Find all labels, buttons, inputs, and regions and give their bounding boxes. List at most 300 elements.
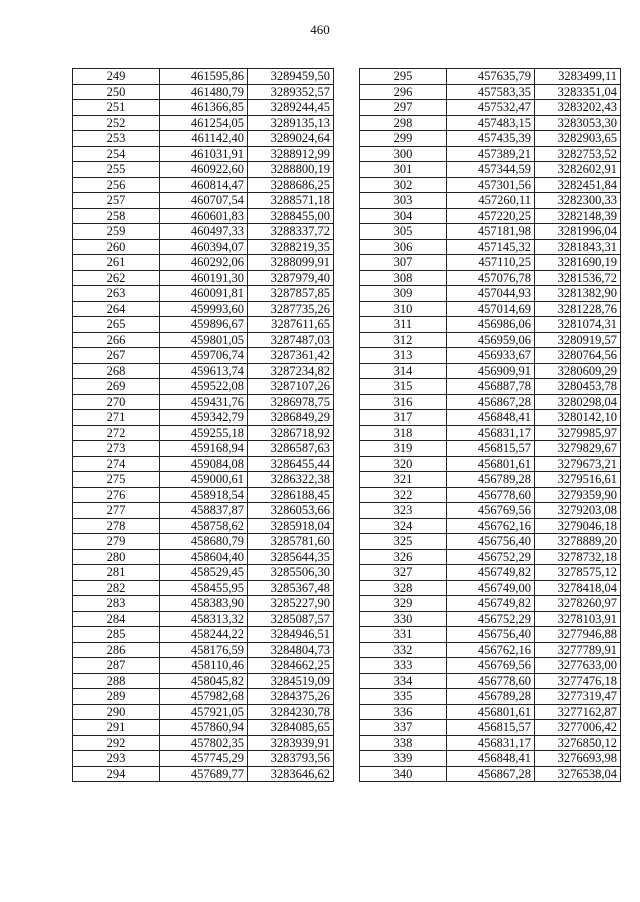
x-coordinate-cell: 457344,59 — [447, 162, 535, 178]
table-row — [360, 673, 621, 689]
table-row — [73, 115, 334, 131]
page-number: 460 — [310, 22, 330, 37]
x-coordinate-cell: 457745,29 — [160, 751, 248, 767]
x-coordinate-cell: 456762,16 — [447, 642, 535, 658]
point-number-cell: 273 — [73, 441, 160, 457]
point-number-cell: 284 — [73, 611, 160, 627]
y-coordinate-cell: 3280764,56 — [535, 348, 621, 364]
x-coordinate-cell: 460922,60 — [160, 162, 248, 178]
x-coordinate-cell: 460497,33 — [160, 224, 248, 240]
point-number-cell: 264 — [73, 301, 160, 317]
x-coordinate-cell: 456789,28 — [447, 472, 535, 488]
y-coordinate-cell: 3278103,91 — [535, 611, 621, 627]
y-coordinate-cell: 3277476,18 — [535, 673, 621, 689]
x-coordinate-cell: 458244,22 — [160, 627, 248, 643]
point-number-cell: 262 — [73, 270, 160, 286]
y-coordinate-cell: 3283646,62 — [248, 766, 334, 782]
x-coordinate-cell: 460191,30 — [160, 270, 248, 286]
table-row — [360, 472, 621, 488]
x-coordinate-cell: 459255,18 — [160, 425, 248, 441]
table-row — [360, 425, 621, 441]
point-number-cell: 299 — [360, 131, 447, 147]
table-row — [360, 580, 621, 596]
table-row — [73, 534, 334, 550]
x-coordinate-cell: 456778,60 — [447, 673, 535, 689]
table-row — [73, 456, 334, 472]
y-coordinate-cell: 3283351,04 — [535, 84, 621, 100]
x-coordinate-cell: 460394,07 — [160, 239, 248, 255]
table-row — [73, 270, 334, 286]
table-row — [73, 379, 334, 395]
point-number-cell: 317 — [360, 410, 447, 426]
x-coordinate-cell: 459993,60 — [160, 301, 248, 317]
table-row — [73, 239, 334, 255]
x-coordinate-cell: 459522,08 — [160, 379, 248, 395]
table-row — [73, 224, 334, 240]
table-row — [360, 735, 621, 751]
y-coordinate-cell: 3288219,35 — [248, 239, 334, 255]
point-number-cell: 252 — [73, 115, 160, 131]
x-coordinate-cell: 457802,35 — [160, 735, 248, 751]
x-coordinate-cell: 457921,05 — [160, 704, 248, 720]
y-coordinate-cell: 3286587,63 — [248, 441, 334, 457]
table-row — [73, 317, 334, 333]
x-coordinate-cell: 457635,79 — [447, 69, 535, 85]
table-row — [73, 689, 334, 705]
y-coordinate-cell: 3277162,87 — [535, 704, 621, 720]
point-number-cell: 255 — [73, 162, 160, 178]
table-row — [360, 363, 621, 379]
table-row — [360, 456, 621, 472]
y-coordinate-cell: 3277006,42 — [535, 720, 621, 736]
point-number-cell: 297 — [360, 100, 447, 116]
table-row — [73, 596, 334, 612]
x-coordinate-cell: 456752,29 — [447, 611, 535, 627]
point-number-cell: 254 — [73, 146, 160, 162]
x-coordinate-cell: 457435,39 — [447, 131, 535, 147]
table-row — [360, 596, 621, 612]
x-coordinate-cell: 457145,32 — [447, 239, 535, 255]
y-coordinate-cell: 3282753,52 — [535, 146, 621, 162]
table-row — [360, 410, 621, 426]
x-coordinate-cell: 458758,62 — [160, 518, 248, 534]
x-coordinate-cell: 457220,25 — [447, 208, 535, 224]
y-coordinate-cell: 3288571,18 — [248, 193, 334, 209]
x-coordinate-cell: 456789,28 — [447, 689, 535, 705]
table-row — [73, 549, 334, 565]
x-coordinate-cell: 456749,00 — [447, 580, 535, 596]
table-row — [73, 193, 334, 209]
table-row — [360, 208, 621, 224]
y-coordinate-cell: 3285087,57 — [248, 611, 334, 627]
table-row — [73, 177, 334, 193]
point-number-cell: 287 — [73, 658, 160, 674]
point-number-cell: 310 — [360, 301, 447, 317]
y-coordinate-cell: 3279359,90 — [535, 487, 621, 503]
point-number-cell: 263 — [73, 286, 160, 302]
x-coordinate-cell: 461254,05 — [160, 115, 248, 131]
point-number-cell: 269 — [73, 379, 160, 395]
point-number-cell: 309 — [360, 286, 447, 302]
x-coordinate-cell: 457181,98 — [447, 224, 535, 240]
y-coordinate-cell: 3281228,76 — [535, 301, 621, 317]
x-coordinate-cell: 459168,94 — [160, 441, 248, 457]
y-coordinate-cell: 3284085,65 — [248, 720, 334, 736]
table-row — [360, 720, 621, 736]
table-row — [360, 224, 621, 240]
y-coordinate-cell: 3288455,00 — [248, 208, 334, 224]
table-row — [73, 472, 334, 488]
point-number-cell: 300 — [360, 146, 447, 162]
point-number-cell: 328 — [360, 580, 447, 596]
point-number-cell: 302 — [360, 177, 447, 193]
x-coordinate-cell: 456933,67 — [447, 348, 535, 364]
point-number-cell: 327 — [360, 565, 447, 581]
point-number-cell: 336 — [360, 704, 447, 720]
x-coordinate-cell: 458918,54 — [160, 487, 248, 503]
y-coordinate-cell: 3285227,90 — [248, 596, 334, 612]
point-number-cell: 251 — [73, 100, 160, 116]
point-number-cell: 265 — [73, 317, 160, 333]
y-coordinate-cell: 3277319,47 — [535, 689, 621, 705]
table-row — [360, 766, 621, 782]
y-coordinate-cell: 3282903,65 — [535, 131, 621, 147]
x-coordinate-cell: 457532,47 — [447, 100, 535, 116]
point-number-cell: 333 — [360, 658, 447, 674]
y-coordinate-cell: 3278575,12 — [535, 565, 621, 581]
point-number-cell: 308 — [360, 270, 447, 286]
point-number-cell: 324 — [360, 518, 447, 534]
y-coordinate-cell: 3287857,85 — [248, 286, 334, 302]
x-coordinate-cell: 458176,59 — [160, 642, 248, 658]
table-row — [360, 286, 621, 302]
y-coordinate-cell: 3281690,19 — [535, 255, 621, 271]
table-row — [360, 394, 621, 410]
table-row — [360, 146, 621, 162]
y-coordinate-cell: 3286053,66 — [248, 503, 334, 519]
table-row — [73, 642, 334, 658]
y-coordinate-cell: 3285918,04 — [248, 518, 334, 534]
table-row — [360, 131, 621, 147]
y-coordinate-cell: 3276693,98 — [535, 751, 621, 767]
x-coordinate-cell: 457583,35 — [447, 84, 535, 100]
y-coordinate-cell: 3279673,21 — [535, 456, 621, 472]
point-number-cell: 296 — [360, 84, 447, 100]
table-row — [73, 518, 334, 534]
table-row — [73, 131, 334, 147]
table-row — [360, 487, 621, 503]
x-coordinate-cell: 459342,79 — [160, 410, 248, 426]
x-coordinate-cell: 457301,56 — [447, 177, 535, 193]
point-number-cell: 275 — [73, 472, 160, 488]
x-coordinate-cell: 456749,82 — [447, 596, 535, 612]
y-coordinate-cell: 3278260,97 — [535, 596, 621, 612]
table-row — [360, 642, 621, 658]
table-row — [73, 332, 334, 348]
x-coordinate-cell: 456749,82 — [447, 565, 535, 581]
x-coordinate-cell: 461142,40 — [160, 131, 248, 147]
table-row — [73, 286, 334, 302]
y-coordinate-cell: 3278889,20 — [535, 534, 621, 550]
y-coordinate-cell: 3288337,72 — [248, 224, 334, 240]
y-coordinate-cell: 3280453,78 — [535, 379, 621, 395]
table-row — [360, 751, 621, 767]
point-number-cell: 303 — [360, 193, 447, 209]
y-coordinate-cell: 3283053,30 — [535, 115, 621, 131]
x-coordinate-cell: 456959,06 — [447, 332, 535, 348]
point-number-cell: 298 — [360, 115, 447, 131]
y-coordinate-cell: 3284230,78 — [248, 704, 334, 720]
point-number-cell: 253 — [73, 131, 160, 147]
table-row — [73, 425, 334, 441]
y-coordinate-cell: 3284662,25 — [248, 658, 334, 674]
table-row — [360, 84, 621, 100]
y-coordinate-cell: 3286718,92 — [248, 425, 334, 441]
table-row — [360, 69, 621, 85]
point-number-cell: 323 — [360, 503, 447, 519]
y-coordinate-cell: 3281382,90 — [535, 286, 621, 302]
y-coordinate-cell: 3281843,31 — [535, 239, 621, 255]
point-number-cell: 282 — [73, 580, 160, 596]
y-coordinate-cell: 3289135,13 — [248, 115, 334, 131]
y-coordinate-cell: 3282602,91 — [535, 162, 621, 178]
y-coordinate-cell: 3280298,04 — [535, 394, 621, 410]
y-coordinate-cell: 3288099,91 — [248, 255, 334, 271]
x-coordinate-cell: 461480,79 — [160, 84, 248, 100]
table-row — [73, 720, 334, 736]
y-coordinate-cell: 3289459,50 — [248, 69, 334, 85]
y-coordinate-cell: 3281074,31 — [535, 317, 621, 333]
x-coordinate-cell: 456867,28 — [447, 394, 535, 410]
x-coordinate-cell: 458313,32 — [160, 611, 248, 627]
y-coordinate-cell: 3289352,57 — [248, 84, 334, 100]
x-coordinate-cell: 457076,78 — [447, 270, 535, 286]
y-coordinate-cell: 3288686,25 — [248, 177, 334, 193]
table-row — [360, 549, 621, 565]
y-coordinate-cell: 3285506,30 — [248, 565, 334, 581]
x-coordinate-cell: 456815,57 — [447, 720, 535, 736]
y-coordinate-cell: 3283793,56 — [248, 751, 334, 767]
x-coordinate-cell: 458604,40 — [160, 549, 248, 565]
point-number-cell: 272 — [73, 425, 160, 441]
x-coordinate-cell: 458529,45 — [160, 565, 248, 581]
point-number-cell: 266 — [73, 332, 160, 348]
y-coordinate-cell: 3282300,33 — [535, 193, 621, 209]
x-coordinate-cell: 459896,67 — [160, 317, 248, 333]
x-coordinate-cell: 458837,87 — [160, 503, 248, 519]
y-coordinate-cell: 3287611,65 — [248, 317, 334, 333]
table-row — [73, 673, 334, 689]
x-coordinate-cell: 456756,40 — [447, 534, 535, 550]
y-coordinate-cell: 3285367,48 — [248, 580, 334, 596]
table-row — [360, 348, 621, 364]
table-body — [73, 69, 334, 782]
table-row — [360, 301, 621, 317]
y-coordinate-cell: 3282451,84 — [535, 177, 621, 193]
y-coordinate-cell: 3281536,72 — [535, 270, 621, 286]
y-coordinate-cell: 3283499,11 — [535, 69, 621, 85]
y-coordinate-cell: 3278732,18 — [535, 549, 621, 565]
point-number-cell: 314 — [360, 363, 447, 379]
point-number-cell: 340 — [360, 766, 447, 782]
x-coordinate-cell: 461366,85 — [160, 100, 248, 116]
y-coordinate-cell: 3286849,29 — [248, 410, 334, 426]
x-coordinate-cell: 456801,61 — [447, 704, 535, 720]
x-coordinate-cell: 456756,40 — [447, 627, 535, 643]
table-row — [73, 363, 334, 379]
table-row — [360, 704, 621, 720]
x-coordinate-cell: 456909,91 — [447, 363, 535, 379]
y-coordinate-cell: 3277633,00 — [535, 658, 621, 674]
table-body — [360, 69, 621, 782]
table-row — [73, 394, 334, 410]
point-number-cell: 261 — [73, 255, 160, 271]
point-number-cell: 249 — [73, 69, 160, 85]
point-number-cell: 258 — [73, 208, 160, 224]
point-number-cell: 270 — [73, 394, 160, 410]
x-coordinate-cell: 460707,54 — [160, 193, 248, 209]
table-row — [73, 658, 334, 674]
y-coordinate-cell: 3286188,45 — [248, 487, 334, 503]
x-coordinate-cell: 456769,56 — [447, 658, 535, 674]
point-number-cell: 277 — [73, 503, 160, 519]
point-number-cell: 279 — [73, 534, 160, 550]
x-coordinate-cell: 460601,83 — [160, 208, 248, 224]
y-coordinate-cell: 3286455,44 — [248, 456, 334, 472]
table-row — [73, 100, 334, 116]
table-row — [73, 162, 334, 178]
x-coordinate-cell: 458383,90 — [160, 596, 248, 612]
point-number-cell: 268 — [73, 363, 160, 379]
table-row — [73, 441, 334, 457]
x-coordinate-cell: 456801,61 — [447, 456, 535, 472]
table-row — [360, 565, 621, 581]
point-number-cell: 316 — [360, 394, 447, 410]
y-coordinate-cell: 3280609,29 — [535, 363, 621, 379]
y-coordinate-cell: 3281996,04 — [535, 224, 621, 240]
point-number-cell: 318 — [360, 425, 447, 441]
y-coordinate-cell: 3286978,75 — [248, 394, 334, 410]
table-row — [73, 410, 334, 426]
point-number-cell: 274 — [73, 456, 160, 472]
y-coordinate-cell: 3287735,26 — [248, 301, 334, 317]
y-coordinate-cell: 3287979,40 — [248, 270, 334, 286]
y-coordinate-cell: 3289244,45 — [248, 100, 334, 116]
table-row — [360, 177, 621, 193]
table-row — [73, 611, 334, 627]
point-number-cell: 307 — [360, 255, 447, 271]
y-coordinate-cell: 3277946,88 — [535, 627, 621, 643]
y-coordinate-cell: 3276850,12 — [535, 735, 621, 751]
x-coordinate-cell: 457044,93 — [447, 286, 535, 302]
table-row — [73, 146, 334, 162]
table-row — [73, 348, 334, 364]
x-coordinate-cell: 460091,81 — [160, 286, 248, 302]
table-row — [360, 518, 621, 534]
table-row — [360, 115, 621, 131]
x-coordinate-cell: 458045,82 — [160, 673, 248, 689]
point-number-cell: 305 — [360, 224, 447, 240]
table-row — [360, 503, 621, 519]
point-number-cell: 306 — [360, 239, 447, 255]
table-row — [360, 379, 621, 395]
point-number-cell: 289 — [73, 689, 160, 705]
table-row — [73, 255, 334, 271]
y-coordinate-cell: 3277789,91 — [535, 642, 621, 658]
table-row — [360, 270, 621, 286]
point-number-cell: 257 — [73, 193, 160, 209]
point-number-cell: 326 — [360, 549, 447, 565]
point-number-cell: 322 — [360, 487, 447, 503]
y-coordinate-cell: 3287487,03 — [248, 332, 334, 348]
x-coordinate-cell: 460292,06 — [160, 255, 248, 271]
table-row — [73, 208, 334, 224]
table-row — [360, 332, 621, 348]
y-coordinate-cell: 3278418,04 — [535, 580, 621, 596]
point-number-cell: 288 — [73, 673, 160, 689]
table-row — [360, 317, 621, 333]
x-coordinate-cell: 457110,25 — [447, 255, 535, 271]
x-coordinate-cell: 456752,29 — [447, 549, 535, 565]
table-row — [360, 239, 621, 255]
table-row — [360, 162, 621, 178]
point-number-cell: 338 — [360, 735, 447, 751]
y-coordinate-cell: 3285644,35 — [248, 549, 334, 565]
point-number-cell: 291 — [73, 720, 160, 736]
point-number-cell: 335 — [360, 689, 447, 705]
table-row — [360, 627, 621, 643]
point-number-cell: 260 — [73, 239, 160, 255]
x-coordinate-cell: 456986,06 — [447, 317, 535, 333]
table-row — [360, 689, 621, 705]
x-coordinate-cell: 456848,41 — [447, 410, 535, 426]
point-number-cell: 256 — [73, 177, 160, 193]
point-number-cell: 283 — [73, 596, 160, 612]
table-row — [73, 766, 334, 782]
table-row — [360, 534, 621, 550]
x-coordinate-cell: 456769,56 — [447, 503, 535, 519]
point-number-cell: 278 — [73, 518, 160, 534]
x-coordinate-cell: 456762,16 — [447, 518, 535, 534]
point-number-cell: 331 — [360, 627, 447, 643]
y-coordinate-cell: 3284804,73 — [248, 642, 334, 658]
point-number-cell: 339 — [360, 751, 447, 767]
table-row — [360, 611, 621, 627]
x-coordinate-cell: 459431,76 — [160, 394, 248, 410]
table-row — [360, 441, 621, 457]
y-coordinate-cell: 3285781,60 — [248, 534, 334, 550]
y-coordinate-cell: 3279829,67 — [535, 441, 621, 457]
table-row — [73, 565, 334, 581]
x-coordinate-cell: 459706,74 — [160, 348, 248, 364]
table-row — [73, 580, 334, 596]
point-number-cell: 285 — [73, 627, 160, 643]
table-row — [73, 503, 334, 519]
y-coordinate-cell: 3288800,19 — [248, 162, 334, 178]
table-row — [73, 627, 334, 643]
table-row — [73, 301, 334, 317]
x-coordinate-cell: 457860,94 — [160, 720, 248, 736]
coordinates-table-right — [359, 68, 621, 782]
point-number-cell: 292 — [73, 735, 160, 751]
table-row — [360, 255, 621, 271]
x-coordinate-cell: 456848,41 — [447, 751, 535, 767]
point-number-cell: 337 — [360, 720, 447, 736]
x-coordinate-cell: 460814,47 — [160, 177, 248, 193]
y-coordinate-cell: 3289024,64 — [248, 131, 334, 147]
y-coordinate-cell: 3280919,57 — [535, 332, 621, 348]
y-coordinate-cell: 3287107,26 — [248, 379, 334, 395]
